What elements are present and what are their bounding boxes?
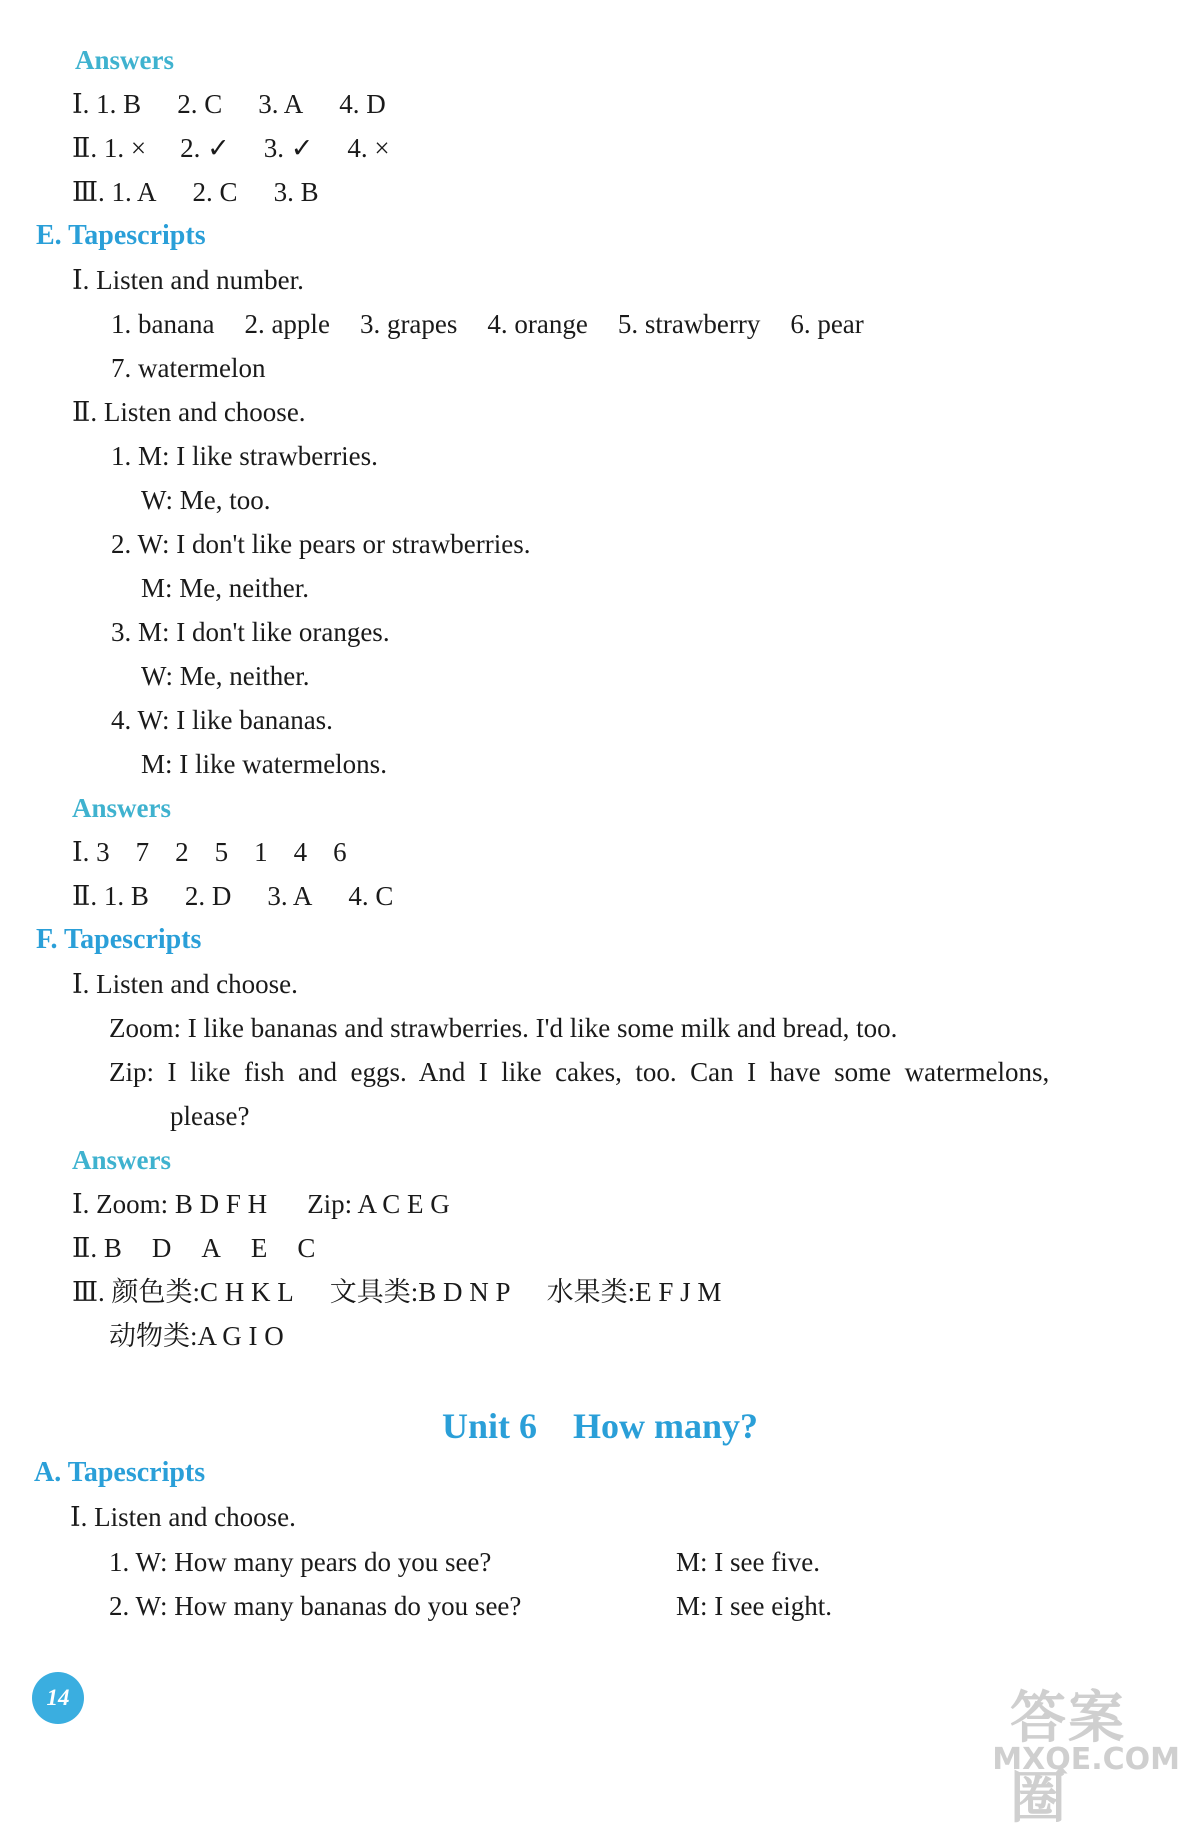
exercise-title: Ⅰ. Listen and choose. — [70, 1502, 296, 1532]
dialogue-line: M: Me, neither. — [141, 573, 309, 603]
dialogue-line: 2. W: How many bananas do you see? — [109, 1591, 522, 1621]
dialogue-line: 1. W: How many pears do you see? — [109, 1547, 492, 1577]
dialogue-line: 1. M: I like strawberries. — [111, 441, 378, 471]
section-heading: E. Tapescripts — [36, 220, 206, 251]
answer-row: Ⅱ. B D A E C — [72, 1233, 316, 1263]
dialogue-line: M: I like watermelons. — [141, 749, 387, 779]
unit-title: Unit 6 How many? — [441, 1406, 759, 1446]
watermark-url: MXQE.COM — [992, 1742, 1180, 1777]
word-list-cont: 7. watermelon — [111, 353, 266, 383]
answers-heading: Answers — [72, 793, 171, 823]
watermark-logo: 答案圈 — [1010, 1686, 1126, 1831]
exercise-title: Ⅰ. Listen and choose. — [72, 969, 298, 999]
answer-row: Ⅱ. 1. B 2. D 3. A 4. C — [72, 881, 394, 911]
answer-row: Ⅲ. 颜色类:C H K L 文具类:B D N P 水果类:E F J M — [72, 1277, 722, 1307]
exercise-title: Ⅱ. Listen and choose. — [72, 397, 306, 427]
dialogue-line-cont: please? — [170, 1101, 250, 1131]
section-heading: A. Tapescripts — [34, 1457, 206, 1488]
section-heading: F. Tapescripts — [36, 924, 202, 955]
dialogue-line: Zoom: I like bananas and strawberries. I'd like some milk and bread, too. — [109, 1013, 898, 1043]
dialogue-line: Zip: I like fish and eggs. And I like cakes, too. Can I have some watermelons, — [109, 1057, 1050, 1087]
dialogue-line: M: I see eight. — [676, 1591, 832, 1621]
word-list: 1. banana 2. apple 3. grapes 4. orange 5. strawberry 6. pear — [111, 309, 864, 339]
answer-row: Ⅲ. 1. A 2. C 3. B — [72, 177, 319, 207]
answer-row: Ⅰ. 3 7 2 5 1 4 6 — [72, 837, 347, 867]
answer-row: Ⅱ. 1. × 2. ✓ 3. ✓ 4. × — [72, 133, 390, 163]
answer-row-cont: 动物类:A G I O — [109, 1321, 284, 1351]
page-number: 14 — [32, 1672, 84, 1724]
exercise-title: Ⅰ. Listen and number. — [72, 265, 304, 295]
dialogue-line: 4. W: I like bananas. — [111, 705, 333, 735]
watermark — [992, 1674, 1180, 1831]
answers-heading: Answers — [75, 45, 174, 75]
dialogue-line: W: Me, too. — [141, 485, 271, 515]
dialogue-line: 2. W: I don't like pears or strawberries. — [111, 529, 531, 559]
answers-heading: Answers — [72, 1145, 171, 1175]
answer-row: Ⅰ. 1. B 2. C 3. A 4. D — [72, 89, 386, 119]
dialogue-line: M: I see five. — [676, 1547, 820, 1577]
dialogue-line: 3. M: I don't like oranges. — [111, 617, 390, 647]
dialogue-line: W: Me, neither. — [141, 661, 310, 691]
answer-row: Ⅰ. Zoom: B D F H Zip: A C E G — [72, 1189, 450, 1219]
